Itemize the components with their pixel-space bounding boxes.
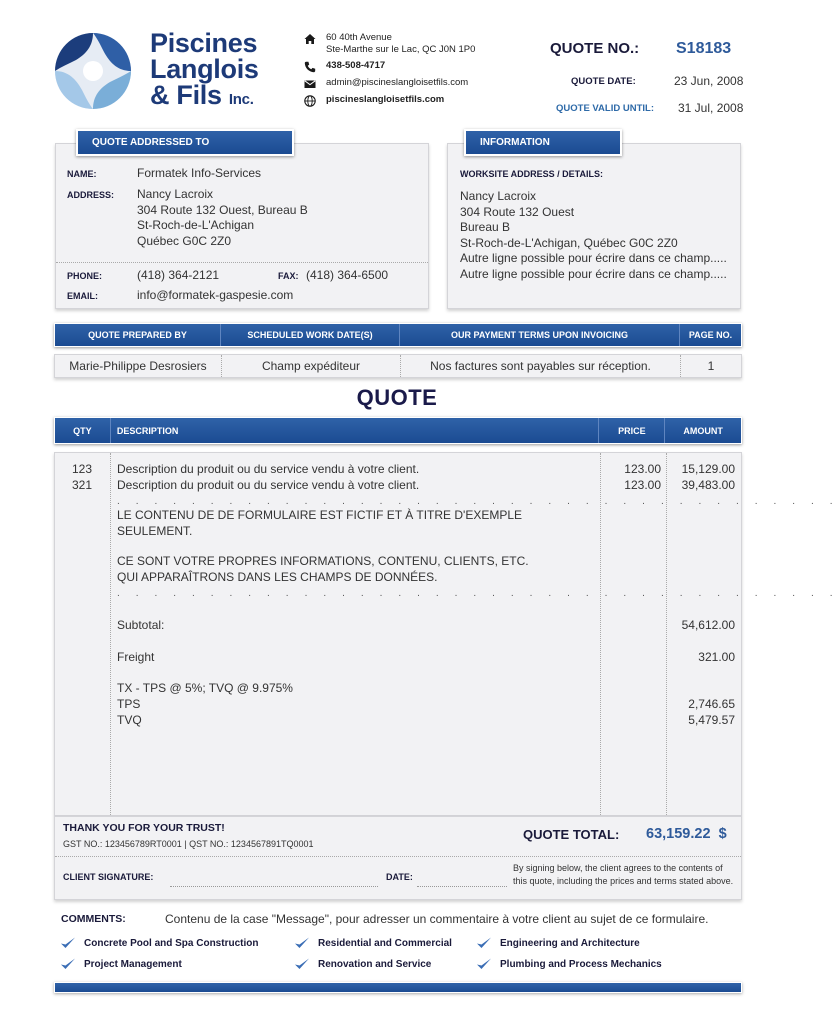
- divider: [56, 262, 428, 263]
- agreement-line: this quote, including the prices and terms stated above.: [513, 876, 734, 886]
- subtotal-amount: 54,612.00: [681, 618, 735, 632]
- quote-date-label: QUOTE DATE:: [571, 76, 636, 87]
- company-phone[interactable]: 438-508-4717: [326, 60, 386, 71]
- price-column: [602, 461, 661, 493]
- col-amount: AMOUNT: [683, 425, 723, 436]
- checkmark-icon: [476, 936, 492, 950]
- quote-number-label: QUOTE NO.:: [550, 40, 640, 57]
- addressed-to-title: QUOTE ADDRESSED TO: [92, 137, 210, 148]
- email-label: EMAIL:: [67, 291, 98, 301]
- terms-values-row: [54, 354, 742, 378]
- address-line2: Ste-Marthe sur le Lac, QC J0N 1P0: [326, 44, 476, 55]
- quote-total: 63,159.22 $: [646, 826, 727, 842]
- col-description: DESCRIPTION: [111, 418, 600, 443]
- terms-header-work-dates: SCHEDULED WORK DATE(S): [221, 324, 400, 346]
- service-item: Residential and Commercial: [294, 936, 452, 950]
- client-address-line: Québec G0C 2Z0: [137, 233, 232, 248]
- terms-header-row: [54, 323, 742, 347]
- row-description: Description du produit ou du service vendu à votre client.: [117, 462, 420, 476]
- client-name: Formatek Info-Services: [137, 166, 262, 180]
- page-title: QUOTE: [356, 385, 438, 410]
- address-label: ADDRESS:: [67, 190, 115, 200]
- tax-numbers: GST NO.: 123456789RT0001 | QST NO.: 1234567891TQ0001: [63, 839, 314, 849]
- notice-line: LE CONTENU DE DE FORMULAIRE EST FICTIF ET À TITRE D'EXEMPLE: [117, 508, 523, 522]
- tvq-amount: 5,479.57: [688, 713, 735, 727]
- tax-label: TX - TPS @ 5%; TVQ @ 9.975%: [117, 681, 293, 695]
- address-row: [304, 32, 475, 56]
- swirl-logo-icon: [52, 30, 134, 112]
- terms-header-payment-terms: OUR PAYMENT TERMS UPON INVOICING: [400, 324, 680, 346]
- information-title: INFORMATION: [480, 137, 550, 148]
- notice-line: SEULEMENT.: [117, 524, 193, 538]
- company-suffix: Inc.: [228, 91, 254, 108]
- tps-amount: 2,746.65: [688, 697, 735, 711]
- client-address: [137, 187, 308, 249]
- client-fax: (418) 364-6500: [306, 268, 389, 282]
- checkmark-icon: [60, 957, 76, 971]
- signature-date-field[interactable]: [417, 871, 507, 887]
- checkmark-icon: [60, 936, 76, 950]
- footer-bar: [54, 982, 742, 993]
- agreement-text: [513, 862, 733, 888]
- qty-column: [56, 461, 108, 493]
- address-line1: 60 40th Avenue: [326, 32, 392, 43]
- service-item: Project Management: [60, 957, 182, 971]
- payment-terms: Nos factures sont payables sur réception.: [401, 355, 681, 377]
- tps-label: TPS: [117, 697, 141, 711]
- separator-dots: . . . . . . . . . . . . . . . . . . . . . . . . . . . . . . . . . . . . . . .: [117, 588, 839, 599]
- agreement-line: By signing below, the client agrees to the contents of: [513, 863, 723, 873]
- divider: [55, 856, 741, 857]
- checkmark-icon: [294, 936, 310, 950]
- col-price: PRICE: [599, 418, 665, 443]
- services-list: [60, 936, 740, 976]
- addressed-to-header: [76, 129, 294, 156]
- company-name-line2: Langlois: [150, 54, 259, 84]
- items-header-row: [54, 417, 742, 444]
- row-amount: 15,129.00: [681, 462, 735, 476]
- worksite-line: Bureau B: [460, 220, 511, 234]
- quote-date: 23 Jun, 2008: [674, 74, 744, 88]
- home-icon: [304, 33, 316, 45]
- col-divider: [110, 453, 111, 815]
- terms-header-prepared-by: QUOTE PREPARED BY: [55, 324, 221, 346]
- separator-dots: . . . . . . . . . . . . . . . . . . . . . . . . . . . . . . . . . . . . . . .: [117, 496, 839, 507]
- notice-line: CE SONT VOTRE PROPRES INFORMATIONS, CONTENU, CLIENTS, ETC.: [117, 554, 529, 568]
- service-item: Renovation and Service: [294, 957, 431, 971]
- checkmark-icon: [294, 957, 310, 971]
- worksite-details: [460, 189, 727, 282]
- notice-line: QUI APPARAÎTRONS DANS LES CHAMPS DE DONNÉES.: [117, 570, 438, 584]
- company-name: [150, 30, 259, 113]
- row-qty: 321: [71, 478, 93, 492]
- tvq-label: TVQ: [117, 713, 142, 727]
- worksite-line: 304 Route 132 Ouest: [460, 204, 575, 219]
- prepared-by: Marie-Philippe Desrosiers: [55, 355, 222, 377]
- col-qty: QTY: [55, 418, 111, 443]
- company-name-line3: & Fils Inc.: [150, 80, 254, 110]
- company-contact: [304, 32, 475, 111]
- row-price: 123.00: [624, 478, 661, 492]
- worksite-line: St-Roch-de-L'Achigan, Québec G0C 2Z0: [460, 235, 678, 250]
- terms-header-page-no: PAGE NO.: [688, 330, 733, 340]
- phone-row: [304, 60, 475, 73]
- signature-date-label: DATE:: [386, 872, 413, 882]
- worksite-line: Nancy Lacroix: [460, 189, 537, 203]
- email-row: [304, 77, 475, 90]
- quote-valid-date: 31 Jul, 2008: [678, 101, 744, 115]
- client-phone: (418) 364-2121: [137, 268, 220, 282]
- company-logo: [52, 30, 284, 112]
- client-signature-label: CLIENT SIGNATURE:: [63, 872, 154, 882]
- page-number: 1: [707, 359, 715, 373]
- subtotal-label: Subtotal:: [117, 618, 165, 632]
- website-row: [304, 94, 475, 107]
- company-website[interactable]: piscineslangloisetfils.com: [326, 94, 445, 105]
- client-email: info@formatek-gaspesie.com: [137, 288, 294, 302]
- row-description: Description du produit ou du service vendu à votre client.: [117, 478, 420, 492]
- service-item: Plumbing and Process Mechanics: [476, 957, 662, 971]
- comments-text: Contenu de la case "Message", pour adresser un commentaire à votre client au sujet de ce formulaire.: [165, 912, 709, 926]
- quote-total-label: QUOTE TOTAL:: [523, 827, 620, 842]
- client-signature-field[interactable]: [170, 871, 378, 887]
- thanks-message: THANK YOU FOR YOUR TRUST!: [63, 822, 225, 834]
- company-email[interactable]: admin@piscineslangloisetfils.com: [326, 77, 469, 88]
- worksite-line: Autre ligne possible pour écrire dans ce champ.....: [460, 251, 727, 265]
- worksite-line: Autre ligne possible pour écrire dans ce champ.....: [460, 266, 727, 281]
- envelope-icon: [304, 78, 316, 90]
- row-amount: 39,483.00: [681, 478, 735, 492]
- service-item: Concrete Pool and Spa Construction: [60, 936, 258, 950]
- service-item: Engineering and Architecture: [476, 936, 640, 950]
- col-divider: [666, 453, 667, 815]
- row-price: 123.00: [624, 462, 661, 476]
- freight-amount: 321.00: [698, 650, 735, 664]
- fax-label: FAX:: [278, 271, 299, 281]
- phone-icon: [304, 61, 316, 73]
- worksite-label: WORKSITE ADDRESS / DETAILS:: [460, 169, 604, 179]
- checkmark-icon: [476, 957, 492, 971]
- client-address-line: Nancy Lacroix: [137, 187, 214, 201]
- information-header: [464, 129, 622, 156]
- phone-label: PHONE:: [67, 271, 103, 281]
- globe-icon: [304, 95, 316, 107]
- comments-label: COMMENTS:: [61, 913, 126, 925]
- name-label: NAME:: [67, 169, 97, 179]
- row-qty: 123: [71, 462, 93, 476]
- quote-valid-label: QUOTE VALID UNTIL:: [556, 103, 654, 114]
- client-address-line: 304 Route 132 Ouest, Bureau B: [137, 202, 308, 217]
- company-name-line1: Piscines: [150, 28, 258, 58]
- work-dates: Champ expéditeur: [222, 355, 401, 377]
- col-divider: [600, 453, 601, 815]
- amount-column: [668, 461, 735, 493]
- freight-label: Freight: [117, 650, 155, 664]
- client-address-line: St-Roch-de-L'Achigan: [137, 218, 255, 232]
- quote-number: S18183: [676, 40, 732, 57]
